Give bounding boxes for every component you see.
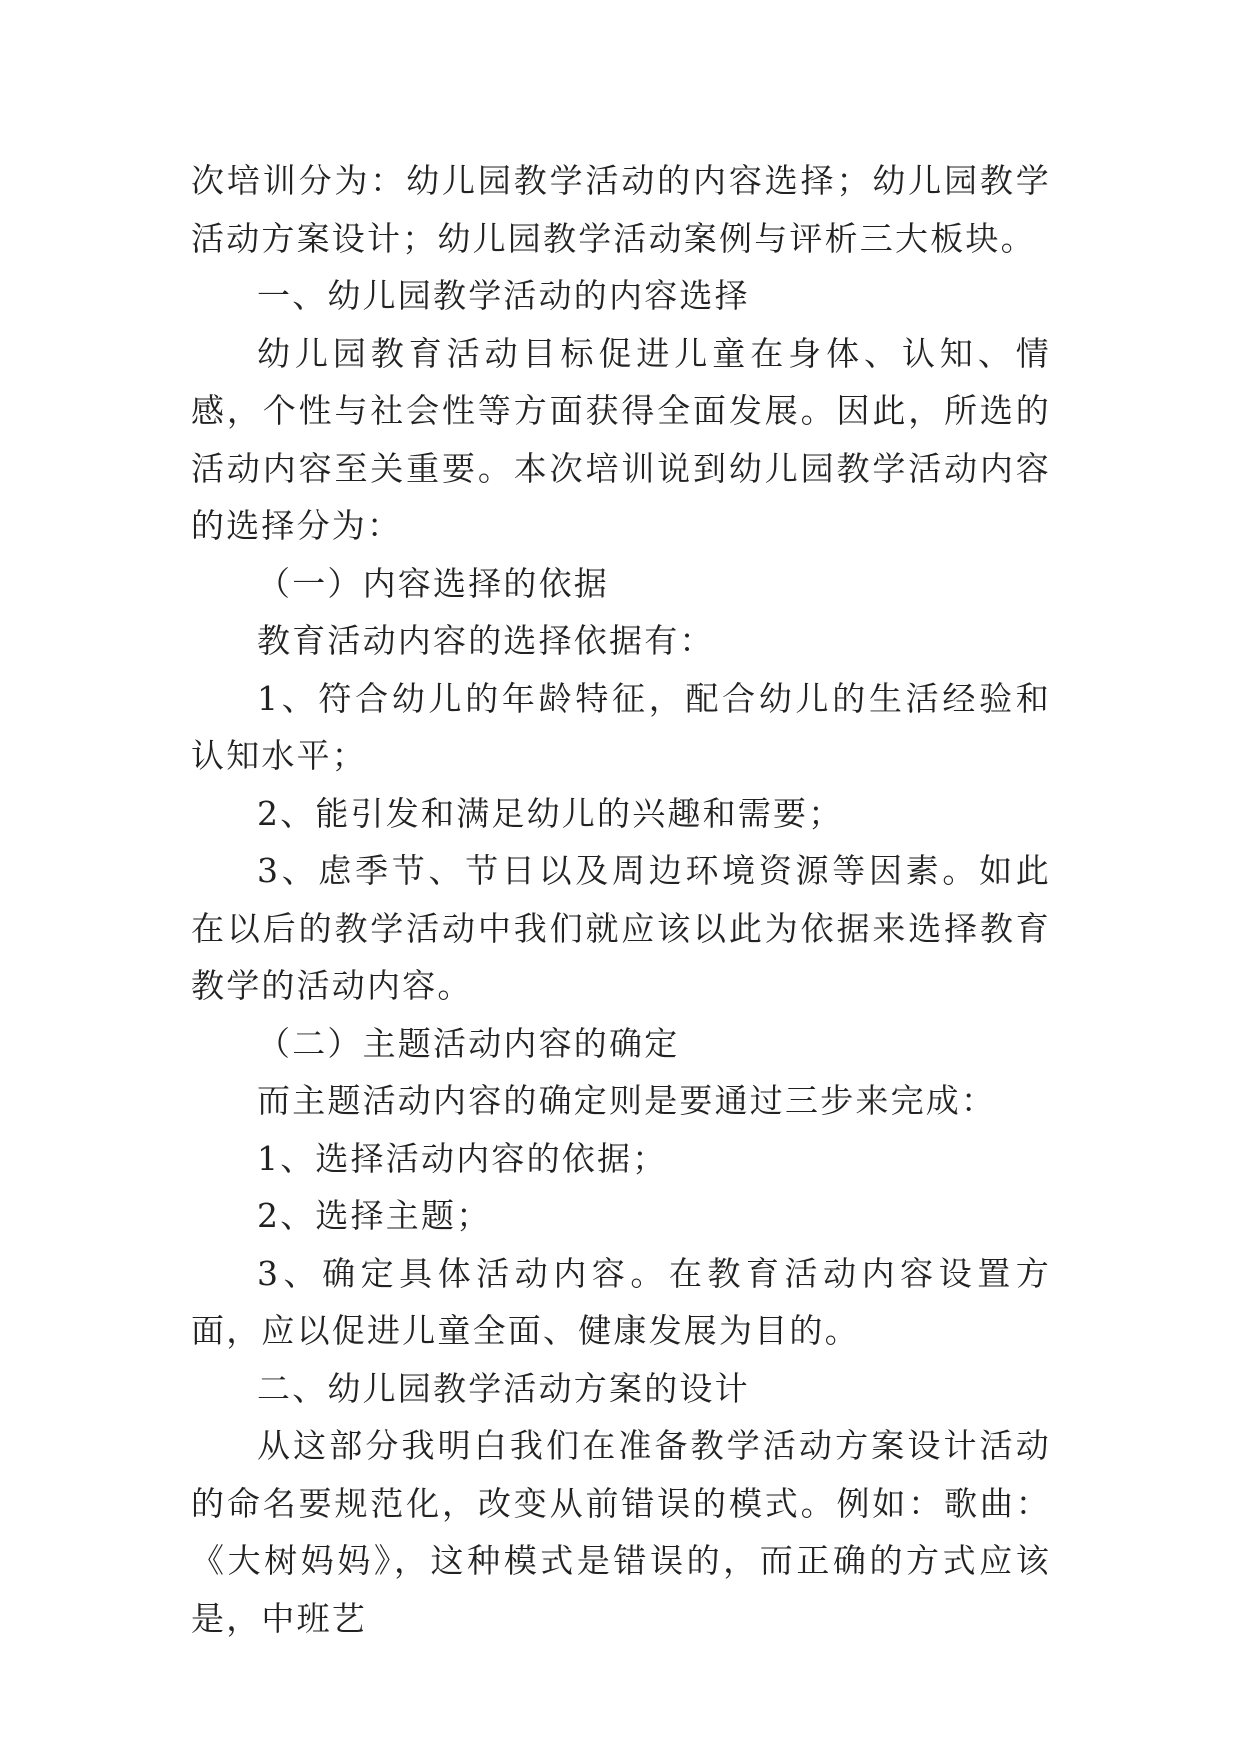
section-heading-2: 二、幼儿园教学活动方案的设计 [257,1368,750,1408]
list-item: 1、符合幼儿的年龄特征，配合幼儿的生活经验和认知水平； [191,678,1051,775]
body-text [191,152,1051,1647]
list-item: 2、选择主题； [257,1196,492,1235]
subsection-heading-1: （一）内容选择的依据 [257,563,609,603]
paragraph: 而主题活动内容的确定则是要通过三步来完成： [257,1081,997,1120]
paragraph: 从这部分我明白我们在准备教学活动方案设计活动的命名要规范化，改变从前错误的模式。例如：歌曲：《大树妈妈》，这种模式是错误的，而正确的方式应该是，中班艺 [191,1426,1051,1638]
subsection-heading-2: （二）主题活动内容的确定 [257,1023,680,1063]
list-item: 2、能引发和满足幼儿的兴趣和需要； [257,793,844,833]
list-item: 3、确定具体活动内容。在教育活动内容设置方面，应以促进儿童全面、健康发展为目的。 [191,1253,1051,1350]
paragraph: 幼儿园教育活动目标促进儿童在身体、认知、情感，个性与社会性等方面获得全面发展。因此，所选的活动内容至关重要。本次培训说到幼儿园教学活动内容的选择分为： [191,333,1051,545]
paragraph: 教育活动内容的选择依据有： [257,621,715,660]
list-item: 1、选择活动内容的依据； [257,1138,668,1178]
list-item: 3、虑季节、节日以及周边环境资源等因素。如此在以后的教学活动中我们就应该以此为依据来选择教育教学的活动内容。 [191,851,1051,1005]
section-heading-1: 一、幼儿园教学活动的内容选择 [257,276,750,315]
paragraph-continuation: 次培训分为：幼儿园教学活动的内容选择；幼儿园教学活动方案设计；幼儿园教学活动案例与评析三大板块。 [191,161,1051,258]
